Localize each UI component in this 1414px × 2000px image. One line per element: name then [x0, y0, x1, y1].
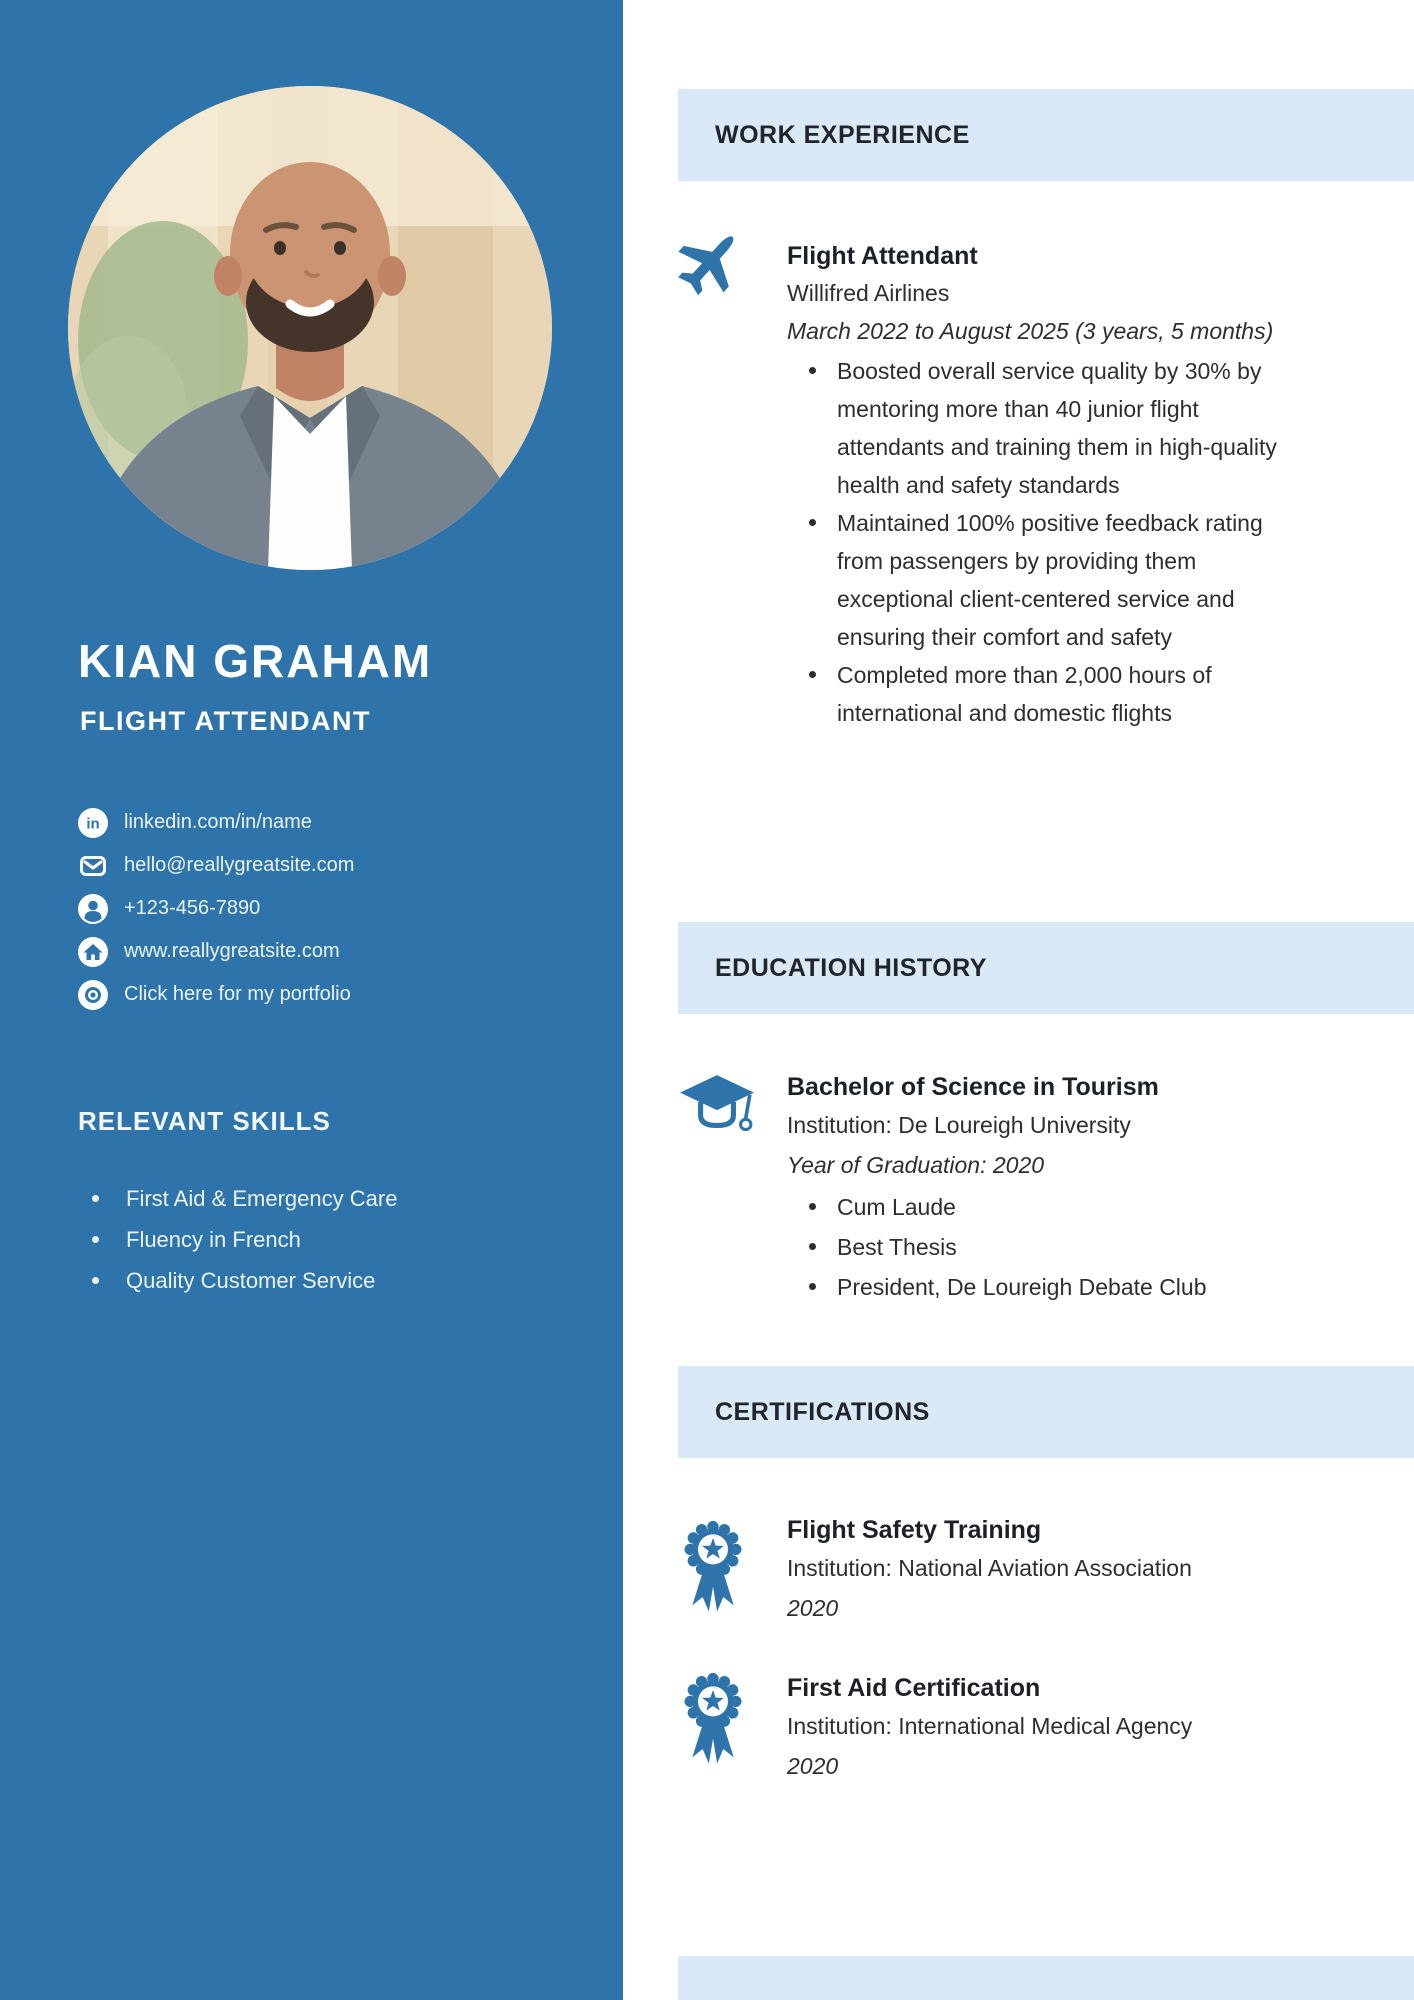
email-icon — [78, 851, 108, 881]
list-item — [787, 656, 1295, 732]
portfolio-icon — [78, 980, 108, 1010]
list-item — [787, 504, 1295, 656]
list-item — [787, 1227, 1387, 1267]
footer-decoration-bar — [678, 1956, 1414, 2000]
bullet-dot — [809, 367, 816, 374]
award-ribbon-icon — [684, 1670, 742, 1768]
degree-title: Bachelor of Science in Tourism — [787, 1073, 1159, 1101]
graduation-year: Year of Graduation: 2020 — [787, 1152, 1045, 1178]
bullet-dot — [809, 1203, 816, 1210]
list-item — [787, 352, 1295, 504]
company-name: Willifred Airlines — [787, 280, 950, 306]
work-bullet-list — [787, 352, 1295, 732]
section-header-education-history — [678, 922, 1414, 1014]
section-title: CERTIFICATIONS — [715, 1397, 930, 1426]
contact-phone[interactable] — [78, 887, 578, 930]
bullet-dot — [809, 519, 816, 526]
svg-text:in: in — [86, 815, 100, 832]
section-title: WORK EXPERIENCE — [715, 120, 970, 149]
certification-entry — [787, 1512, 1387, 1628]
bullet-text: President, De Loureigh Debate Club — [837, 1274, 1207, 1300]
person-icon — [78, 894, 108, 924]
contact-label: +123-456-7890 — [124, 897, 261, 919]
list-item — [92, 1260, 572, 1301]
bullet-dot — [809, 1243, 816, 1250]
candidate-role: FLIGHT ATTENDANT — [80, 706, 371, 736]
list-item — [92, 1178, 572, 1219]
bullet-text: Cum Laude — [837, 1194, 956, 1220]
skills-list — [92, 1178, 572, 1301]
contact-portfolio-link[interactable] — [78, 973, 578, 1016]
linkedin-icon — [78, 808, 108, 838]
skill-label: Quality Customer Service — [126, 1267, 376, 1293]
work-experience-entry — [787, 238, 1295, 732]
skill-label: Fluency in French — [126, 1226, 301, 1252]
institution: Institution: National Aviation Association — [787, 1555, 1192, 1581]
bullet-text: Completed more than 2,000 hours of international and domestic flights — [837, 662, 1212, 726]
bullet-text: Boosted overall service quality by 30% by mentoring more than 40 junior flight attendants and training them in high-quality health and safety standards — [837, 358, 1277, 498]
skills-heading: RELEVANT SKILLS — [78, 1106, 331, 1136]
contact-label: Click here for my portfolio — [124, 983, 351, 1005]
contact-label: hello@reallygreatsite.com — [124, 854, 355, 876]
certification-title: Flight Safety Training — [787, 1516, 1042, 1544]
section-header-work-experience — [678, 89, 1414, 181]
education-entry — [787, 1069, 1387, 1307]
list-item — [92, 1219, 572, 1260]
institution: Institution: International Medical Agency — [787, 1713, 1193, 1739]
list-item — [787, 1187, 1387, 1227]
home-icon — [78, 937, 108, 967]
candidate-name: KIAN GRAHAM — [78, 635, 433, 687]
contact-list — [78, 801, 578, 1016]
sidebar — [0, 0, 623, 2000]
education-bullet-list — [787, 1187, 1387, 1307]
bullet-dot — [92, 1277, 99, 1284]
section-title: EDUCATION HISTORY — [715, 953, 987, 982]
skill-label: First Aid & Emergency Care — [126, 1185, 398, 1211]
certification-title: First Aid Certification — [787, 1674, 1041, 1702]
contact-website[interactable] — [78, 930, 578, 973]
award-ribbon-icon — [684, 1518, 742, 1616]
section-header-certifications — [678, 1366, 1414, 1458]
bullet-dot — [92, 1195, 99, 1202]
certification-entry — [787, 1670, 1387, 1786]
bullet-dot — [809, 1283, 816, 1290]
list-item — [787, 1267, 1387, 1307]
institution: Institution: De Loureigh University — [787, 1112, 1131, 1138]
contact-linkedin[interactable] — [78, 801, 578, 844]
certification-year: 2020 — [787, 1595, 839, 1621]
employment-dates: March 2022 to August 2025 (3 years, 5 months) — [787, 318, 1274, 344]
certification-year: 2020 — [787, 1753, 839, 1779]
bullet-dot — [92, 1236, 99, 1243]
profile-photo-illustration — [68, 86, 552, 570]
bullet-text: Best Thesis — [837, 1234, 957, 1260]
contact-label: www.reallygreatsite.com — [124, 940, 340, 962]
bullet-text: Maintained 100% positive feedback rating from passengers by providing them exceptional client-centered service and ensuring their comfort and safety — [837, 510, 1263, 650]
contact-label: linkedin.com/in/name — [124, 811, 312, 833]
job-title: Flight Attendant — [787, 242, 978, 270]
profile-photo — [68, 86, 552, 570]
contact-email[interactable] — [78, 844, 578, 887]
graduation-cap-icon — [678, 1074, 756, 1140]
airplane-icon — [661, 212, 760, 311]
bullet-dot — [809, 671, 816, 678]
